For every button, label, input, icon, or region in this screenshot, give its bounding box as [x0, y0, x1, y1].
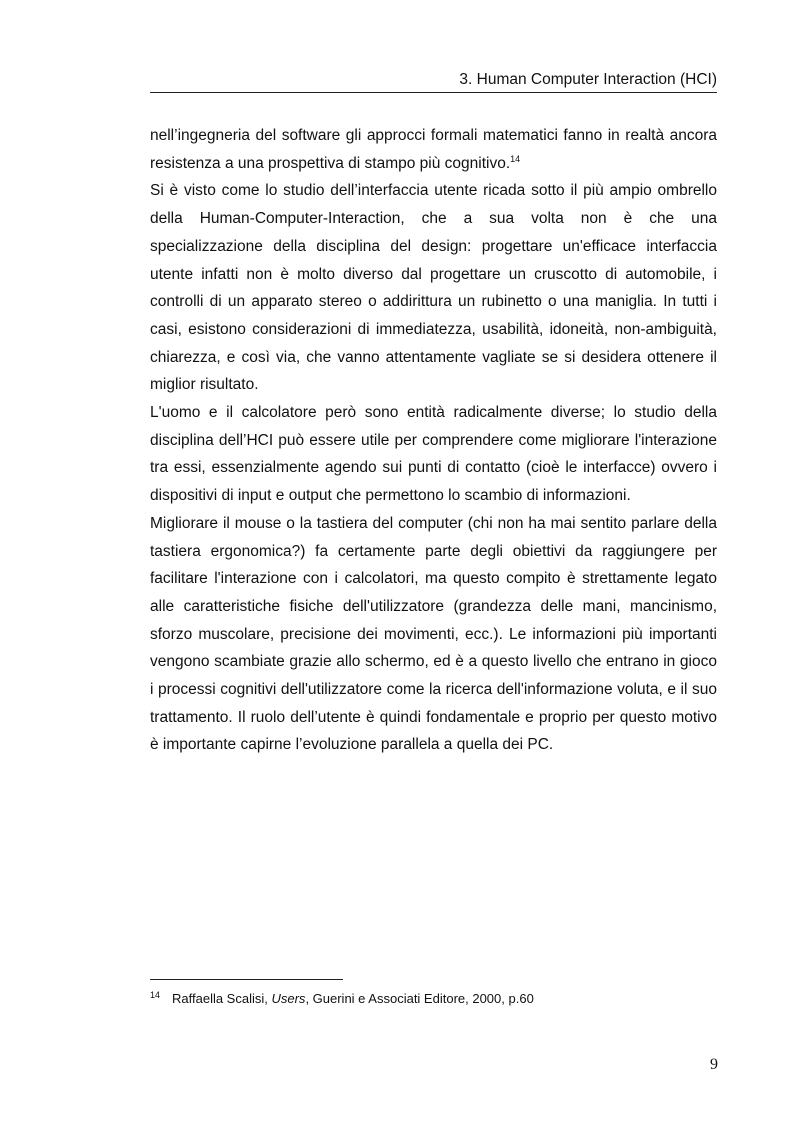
- footnote-separator: [150, 979, 343, 980]
- footnote-reference[interactable]: 14: [510, 153, 521, 164]
- header-title: 3. Human Computer Interaction (HCI): [459, 71, 717, 88]
- paragraph-1-text: nell’ingegneria del software gli approcci formali matematici fanno in realtà ancora resistenza a una prospettiva di stampo più cognitivo.: [150, 127, 717, 172]
- paragraph-1: [150, 122, 717, 177]
- footnote: [150, 986, 717, 1008]
- footnote-author: Raffaella Scalisi,: [172, 991, 272, 1006]
- paragraph-3: L'uomo e il calcolatore però sono entità radicalmente diverse; lo studio della disciplina dell’HCI può essere utile per comprendere come migliorare l'interazione tra essi, essenzialmente agendo sui punti di contatto (cioè le interfacce) ovvero i dispositivi di input e output che permettono lo scambio di informazioni.: [150, 404, 717, 505]
- footnote-book-title: Users: [271, 991, 306, 1006]
- footnote-publication: , Guerini e Associati Editore, 2000, p.60: [305, 991, 534, 1006]
- paragraph-2: Si è visto come lo studio dell’interfaccia utente ricada sotto il più ampio ombrello della Human-Computer-Interaction, che a sua volta non è che una specializzazione della disciplina del design: progettare un'efficace interfaccia utente infatti non è molto diverso dal progettare un cruscotto di automobile, i controlli di un apparato stereo o addirittura un rubinetto o una maniglia. In tutti i casi, esistono considerazioni di immediatezza, usabilità, idoneità, non-ambiguità, chiarezza, e così via, che vanno attentamente vagliate se si desidera ottenere il miglior risultato.: [150, 182, 717, 394]
- body-text: [150, 122, 717, 759]
- footnote-number: 14: [150, 990, 161, 1000]
- running-header: [150, 70, 717, 93]
- page-number: 9: [710, 1056, 718, 1073]
- paragraph-4: Migliorare il mouse o la tastiera del computer (chi non ha mai sentito parlare della tastiera ergonomica?) fa certamente parte degli obiettivi da raggiungere per facilitare l'interazione con i calcolatori, ma questo compito è strettamente legato alle caratteristiche fisiche dell'utilizzatore (grandezza delle mani, mancinismo, sforzo muscolare, precisione dei movimenti, ecc.). Le informazioni più importanti vengono scambiate grazie allo schermo, ed è a questo livello che entrano in gioco i processi cognitivi dell'utilizzatore come la ricerca dell'informazione voluta, e il suo trattamento. Il ruolo dell’utente è quindi fondamentale e proprio per questo motivo è importante capirne l’evoluzione parallela a quella dei PC.: [150, 514, 717, 754]
